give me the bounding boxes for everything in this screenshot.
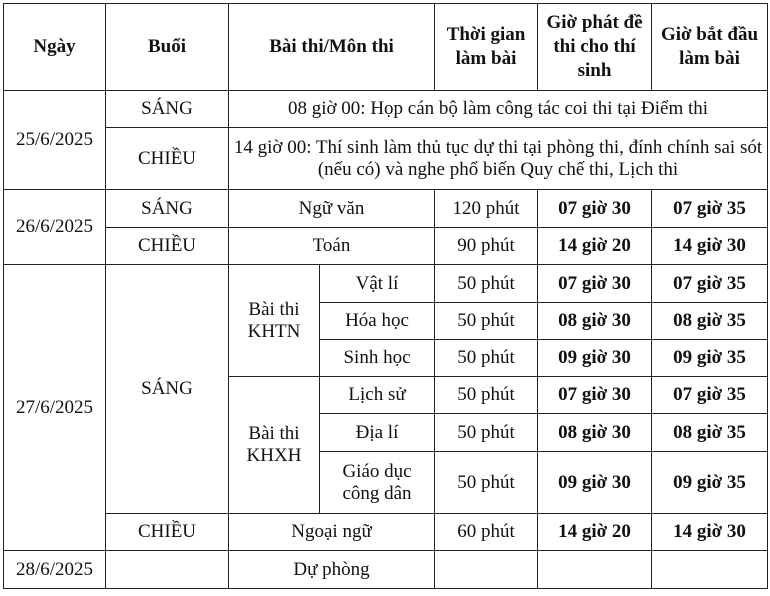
duration-cell: 120 phút [435, 190, 538, 228]
subject-cell: Lịch sử [320, 377, 435, 414]
table-row [4, 91, 768, 128]
start-time-cell: 14 giờ 30 [652, 514, 768, 551]
start-time-cell: 08 giờ 35 [652, 414, 768, 452]
paper-time-cell: 07 giờ 30 [538, 377, 652, 414]
paper-time-cell: 09 giờ 30 [538, 452, 652, 514]
paper-time-cell: 08 giờ 30 [538, 414, 652, 452]
paper-time-cell: 14 giờ 20 [538, 228, 652, 265]
duration-cell: 50 phút [435, 414, 538, 452]
header-gio-phat-de: Giờ phát đề thi cho thí sinh [538, 4, 652, 91]
subject-cell: Toán [229, 228, 435, 265]
duration-cell: 50 phút [435, 377, 538, 414]
start-time-cell: 14 giờ 30 [652, 228, 768, 265]
table-row [4, 190, 768, 228]
session-cell: SÁNG [106, 190, 229, 228]
paper-time-cell [538, 551, 652, 589]
subject-cell: Địa lí [320, 414, 435, 452]
paper-time-cell: 08 giờ 30 [538, 303, 652, 340]
subject-cell: Ngoại ngữ [229, 514, 435, 551]
table-row [4, 514, 768, 551]
header-gio-bat-dau: Giờ bắt đầu làm bài [652, 4, 768, 91]
note-cell: 14 giờ 00: Thí sinh làm thủ tục dự thi tại phòng thi, đính chính sai sót (nếu có) và nghe phổ biến Quy chế thi, Lịch thi [229, 128, 768, 190]
header-row [4, 4, 768, 91]
date-cell: 25/6/2025 [4, 91, 106, 190]
header-ngay: Ngày [4, 4, 106, 91]
table-row [4, 228, 768, 265]
session-cell: CHIỀU [106, 228, 229, 265]
duration-cell: 90 phút [435, 228, 538, 265]
duration-cell [435, 551, 538, 589]
subject-cell: Hóa học [320, 303, 435, 340]
session-cell: SÁNG [106, 91, 229, 128]
table-row [4, 551, 768, 589]
session-cell [106, 551, 229, 589]
duration-cell: 50 phút [435, 265, 538, 303]
start-time-cell: 09 giờ 35 [652, 452, 768, 514]
start-time-cell: 07 giờ 35 [652, 265, 768, 303]
header-mon-thi: Bài thi/Môn thi [229, 4, 435, 91]
paper-time-cell: 07 giờ 30 [538, 190, 652, 228]
paper-time-cell: 09 giờ 30 [538, 340, 652, 377]
note-cell: 08 giờ 00: Họp cán bộ làm công tác coi thi tại Điểm thi [229, 91, 768, 128]
subject-cell: Giáo dục công dân [320, 452, 435, 514]
date-cell: 27/6/2025 [4, 265, 106, 551]
group-cell: Bài thi KHTN [229, 265, 320, 377]
start-time-cell [652, 551, 768, 589]
subject-cell: Vật lí [320, 265, 435, 303]
subject-cell: Dự phòng [229, 551, 435, 589]
subject-cell: Sinh học [320, 340, 435, 377]
date-cell: 28/6/2025 [4, 551, 106, 589]
subject-cell: Ngữ văn [229, 190, 435, 228]
exam-schedule-table [3, 3, 768, 589]
group-cell: Bài thi KHXH [229, 377, 320, 514]
duration-cell: 50 phút [435, 303, 538, 340]
date-cell: 26/6/2025 [4, 190, 106, 265]
session-cell: SÁNG [106, 265, 229, 514]
start-time-cell: 07 giờ 35 [652, 190, 768, 228]
header-thoi-gian: Thời gian làm bài [435, 4, 538, 91]
start-time-cell: 09 giờ 35 [652, 340, 768, 377]
start-time-cell: 07 giờ 35 [652, 377, 768, 414]
table-row [4, 128, 768, 190]
session-cell: CHIỀU [106, 128, 229, 190]
duration-cell: 50 phút [435, 340, 538, 377]
start-time-cell: 08 giờ 35 [652, 303, 768, 340]
session-cell: CHIỀU [106, 514, 229, 551]
duration-cell: 50 phút [435, 452, 538, 514]
paper-time-cell: 07 giờ 30 [538, 265, 652, 303]
table-row [4, 265, 768, 303]
header-buoi: Buổi [106, 4, 229, 91]
duration-cell: 60 phút [435, 514, 538, 551]
paper-time-cell: 14 giờ 20 [538, 514, 652, 551]
